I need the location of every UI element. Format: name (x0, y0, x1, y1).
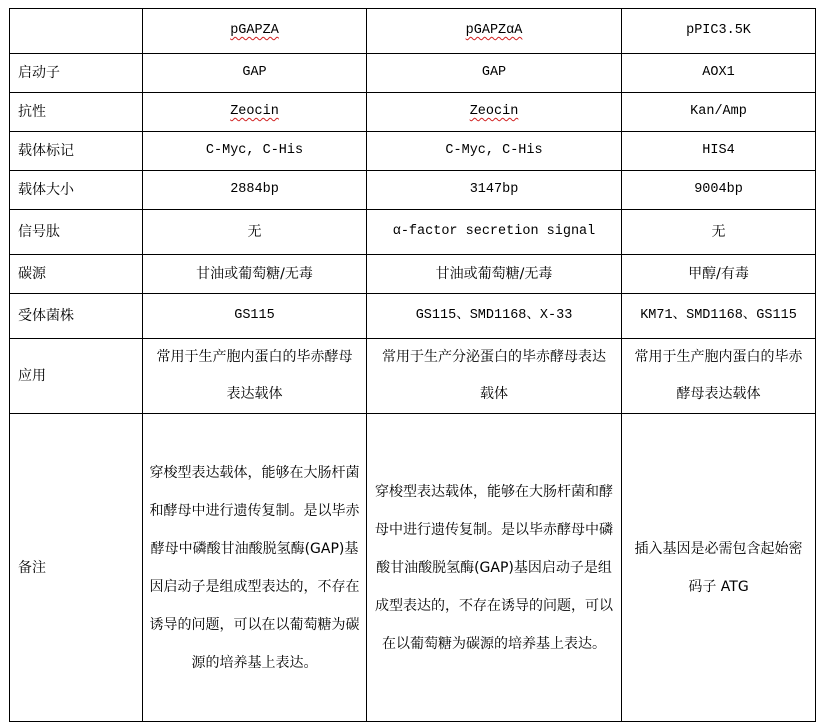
row-label: 抗性 (10, 93, 143, 132)
table-cell: 甘油或葡萄糖/无毒 (367, 255, 622, 294)
table-cell: 穿梭型表达载体，能够在大肠杆菌和酵母中进行遗传复制。是以毕赤酵母中磷酸甘油酸脱氢酶(GAP)基因启动子是组成型表达的，不存在诱导的问题，可以在以葡萄糖为碳源的培养基上表达。 (367, 414, 622, 722)
table-cell: α-factor secretion signal (367, 210, 622, 255)
table-cell: KM71、SMD1168、GS115 (622, 294, 816, 339)
table-cell: C-Myc, C-His (143, 132, 367, 171)
header-pgapzaa: pGAPZαA (367, 9, 622, 54)
header-row (10, 9, 816, 54)
table-cell: 常用于生产胞内蛋白的毕赤酵母表达载体 (622, 339, 816, 414)
table-row-resistance (10, 93, 816, 132)
header-pgapza: pGAPZA (143, 9, 367, 54)
table-cell: C-Myc, C-His (367, 132, 622, 171)
table-cell: AOX1 (622, 54, 816, 93)
table-cell: Zeocin (143, 93, 367, 132)
table-cell: Kan/Amp (622, 93, 816, 132)
table-cell: 2884bp (143, 171, 367, 210)
row-label: 载体标记 (10, 132, 143, 171)
table-row-host-strains (10, 294, 816, 339)
table-row-promoter (10, 54, 816, 93)
table-row-signal-peptide (10, 210, 816, 255)
table-cell: 3147bp (367, 171, 622, 210)
row-label: 载体大小 (10, 171, 143, 210)
table-row-markers (10, 132, 816, 171)
header-ppic35k: pPIC3.5K (622, 9, 816, 54)
table-cell: Zeocin (367, 93, 622, 132)
table-cell: 甘油或葡萄糖/无毒 (143, 255, 367, 294)
table-cell: 插入基因是必需包含起始密码子 ATG (622, 414, 816, 722)
row-label: 受体菌株 (10, 294, 143, 339)
vector-comparison-table (9, 8, 816, 722)
table-cell: HIS4 (622, 132, 816, 171)
table-row-carbon-source (10, 255, 816, 294)
table-cell: 常用于生产分泌蛋白的毕赤酵母表达载体 (367, 339, 622, 414)
row-label: 信号肽 (10, 210, 143, 255)
table-cell: GS115、SMD1168、X-33 (367, 294, 622, 339)
table-cell: 9004bp (622, 171, 816, 210)
table-row-application (10, 339, 816, 414)
row-label: 启动子 (10, 54, 143, 93)
table-cell: 甲醇/有毒 (622, 255, 816, 294)
table-cell: 无 (143, 210, 367, 255)
table-cell: 穿梭型表达载体，能够在大肠杆菌和酵母中进行遗传复制。是以毕赤酵母中磷酸甘油酸脱氢酶(GAP)基因启动子是组成型表达的，不存在诱导的问题，可以在以葡萄糖为碳源的培养基上表达。 (143, 414, 367, 722)
table-cell: GAP (367, 54, 622, 93)
row-label: 应用 (10, 339, 143, 414)
row-label: 备注 (10, 414, 143, 722)
table-cell: 无 (622, 210, 816, 255)
table-row-size (10, 171, 816, 210)
table-row-notes (10, 414, 816, 722)
table-cell: GS115 (143, 294, 367, 339)
row-label: 碳源 (10, 255, 143, 294)
table-cell: GAP (143, 54, 367, 93)
header-empty (10, 9, 143, 54)
table-cell: 常用于生产胞内蛋白的毕赤酵母表达载体 (143, 339, 367, 414)
